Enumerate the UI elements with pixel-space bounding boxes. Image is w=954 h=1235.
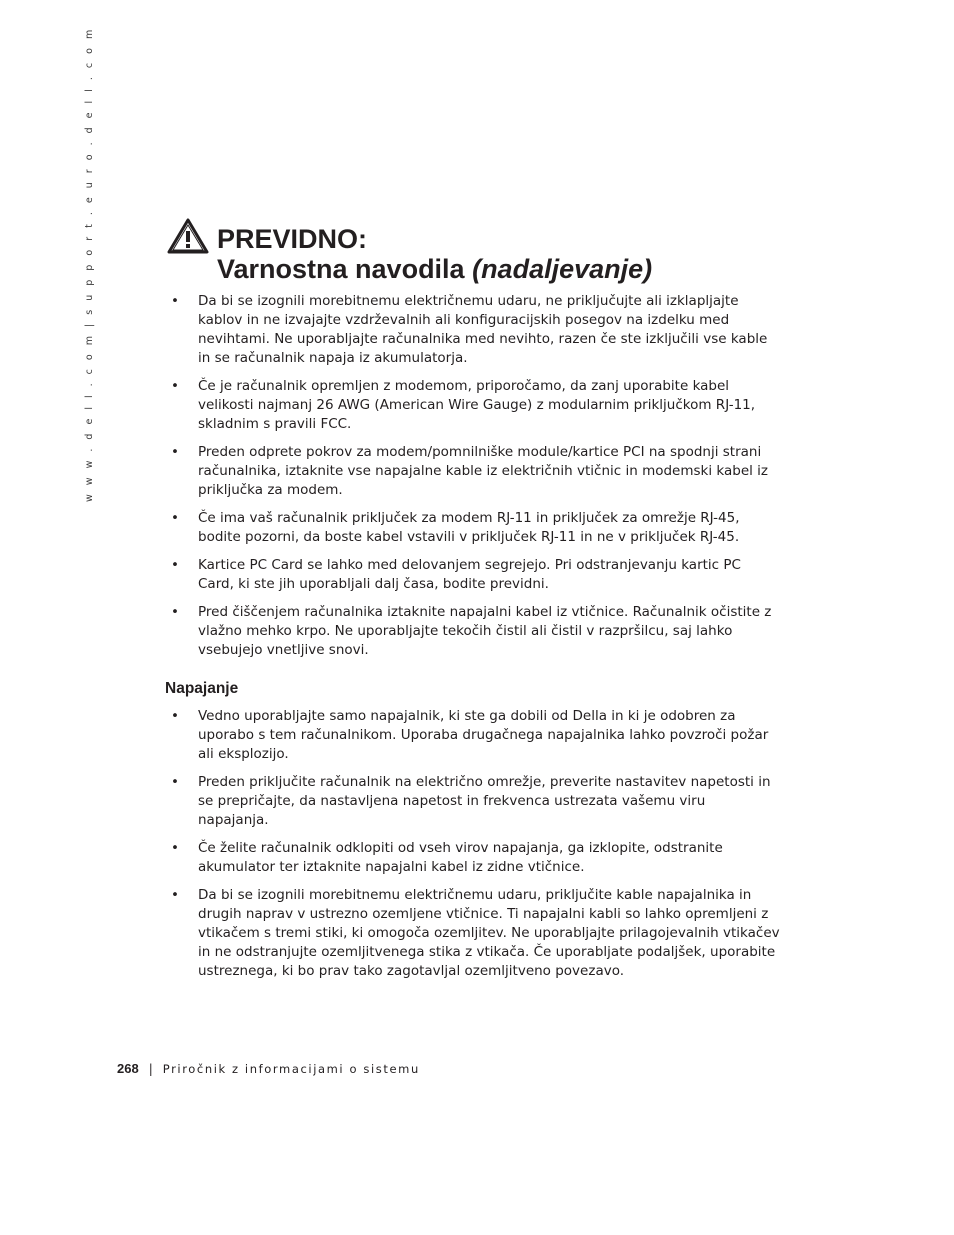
list-item [165, 377, 780, 434]
list-item-text: Pred čiščenjem računalnika iztaknite napajalni kabel iz vtičnice. Računalnik očistite z vlažno mehko krpo. Ne uporabljajte tekočih čistil ali čistil v razpršilcu, saj lahko vsebujejo vnetljive snovi. [198, 604, 772, 658]
list-item-text: Da bi se izognili morebitnemu električnemu udaru, ne priključujte ali izklapljajte kablov in ne izvajajte vzdrževalnih ali konfiguracijskih posegov na izdelku med nevihtami. Ne uporabljajte računalnika med nevihto, razen če ste izključili vse kable in se računalnik napaja iz akumulatorja. [198, 293, 768, 366]
safety-list [165, 292, 780, 660]
list-item-text: Da bi se izognili morebitnemu električnemu udaru, priključite kable napajalnika in drugih naprav v ustrezno ozemljene vtičnice. Ti napajalni kabli so lahko opremljeni z vtikačem s tremi stiki, ki omogoča ozemljitev. Ne uporabljajte prilagojevalnih vtikačev in ne odstranjujte ozemljitvenega stika z vtikača. Če uporabljate podaljšek, uporabite ustreznega, ki bo prav tako zagotavljal ozemljitveno povezavo. [198, 887, 780, 979]
bullet: • [171, 708, 179, 724]
section-heading-napajanje: Napajanje [165, 680, 239, 697]
heading-main: Varnostna navodila [217, 254, 473, 284]
bullet: • [171, 887, 179, 903]
document-title: Priročnik z informacijami o sistemu [162, 1062, 420, 1076]
list-item [165, 509, 780, 547]
bullet: • [171, 604, 179, 620]
page-number: 268 [117, 1061, 139, 1076]
list-item-text: Če je računalnik opremljen z modemom, priporočamo, da zanj uporabite kabel velikosti najmanj 26 AWG (American Wire Gauge) z modularnim priključkom RJ-11, skladnim s pravili FCC. [198, 378, 756, 432]
list-item-text: Če ima vaš računalnik priključek za modem RJ-11 in priključek za omrežje RJ-45, bodite pozorni, da boste kabel vstavili v priključek RJ-11 in ne v priključek RJ-45. [198, 510, 740, 545]
list-item [165, 773, 780, 830]
list-item [165, 556, 780, 594]
heading-line-1: PREVIDNO: [217, 224, 368, 254]
list-item [165, 292, 780, 368]
bullet: • [171, 378, 179, 394]
list-item [165, 886, 780, 981]
bullet: • [171, 840, 179, 856]
side-url: w w w . d e l l . c o m | s u p p o r t . e u r o . d e l l . c o m [84, 26, 95, 502]
bullet: • [171, 557, 179, 573]
main-content [165, 292, 780, 990]
list-item [165, 603, 780, 660]
power-list [165, 707, 780, 981]
list-item [165, 707, 780, 764]
footer-separator: | [148, 1062, 153, 1076]
bullet: • [171, 444, 179, 460]
list-item-text: Kartice PC Card se lahko med delovanjem segrejejo. Pri odstranjevanju kartic PC Card, ki ste jih uporabljali dalj časa, bodite previdni. [198, 557, 741, 592]
list-item-text: Preden odprete pokrov za modem/pomnilniške module/kartice PCI na spodnji strani računalnika, iztaknite vse napajalne kable iz električnih vtičnic in modemski kabel iz priključka za modem. [198, 444, 769, 498]
list-item-text: Če želite računalnik odklopiti od vseh virov napajanja, ga izklopite, odstranite akumulator ter iztaknite napajalni kabel iz zidne vtičnice. [198, 840, 723, 875]
page-heading [217, 224, 652, 284]
list-item-text: Preden priključite računalnik na električno omrežje, preverite nastavitev napetosti in se prepričajte, da nastavljena napetost in frekvenca ustrezata vašemu viru napajanja. [198, 774, 771, 828]
list-item-text: Vedno uporabljajte samo napajalnik, ki ste ga dobili od Della in ki je odobren za uporabo s tem računalnikom. Uporaba drugačnega napajalnika lahko povzroči požar ali eksplozijo. [198, 708, 769, 762]
list-item [165, 839, 780, 877]
bullet: • [171, 774, 179, 790]
heading-line-2 [217, 254, 652, 284]
page-footer [117, 1061, 420, 1076]
warning-icon [167, 218, 209, 254]
bullet: • [171, 293, 179, 309]
bullet: • [171, 510, 179, 526]
list-item [165, 443, 780, 500]
heading-italic: (nadaljevanje) [472, 254, 653, 284]
